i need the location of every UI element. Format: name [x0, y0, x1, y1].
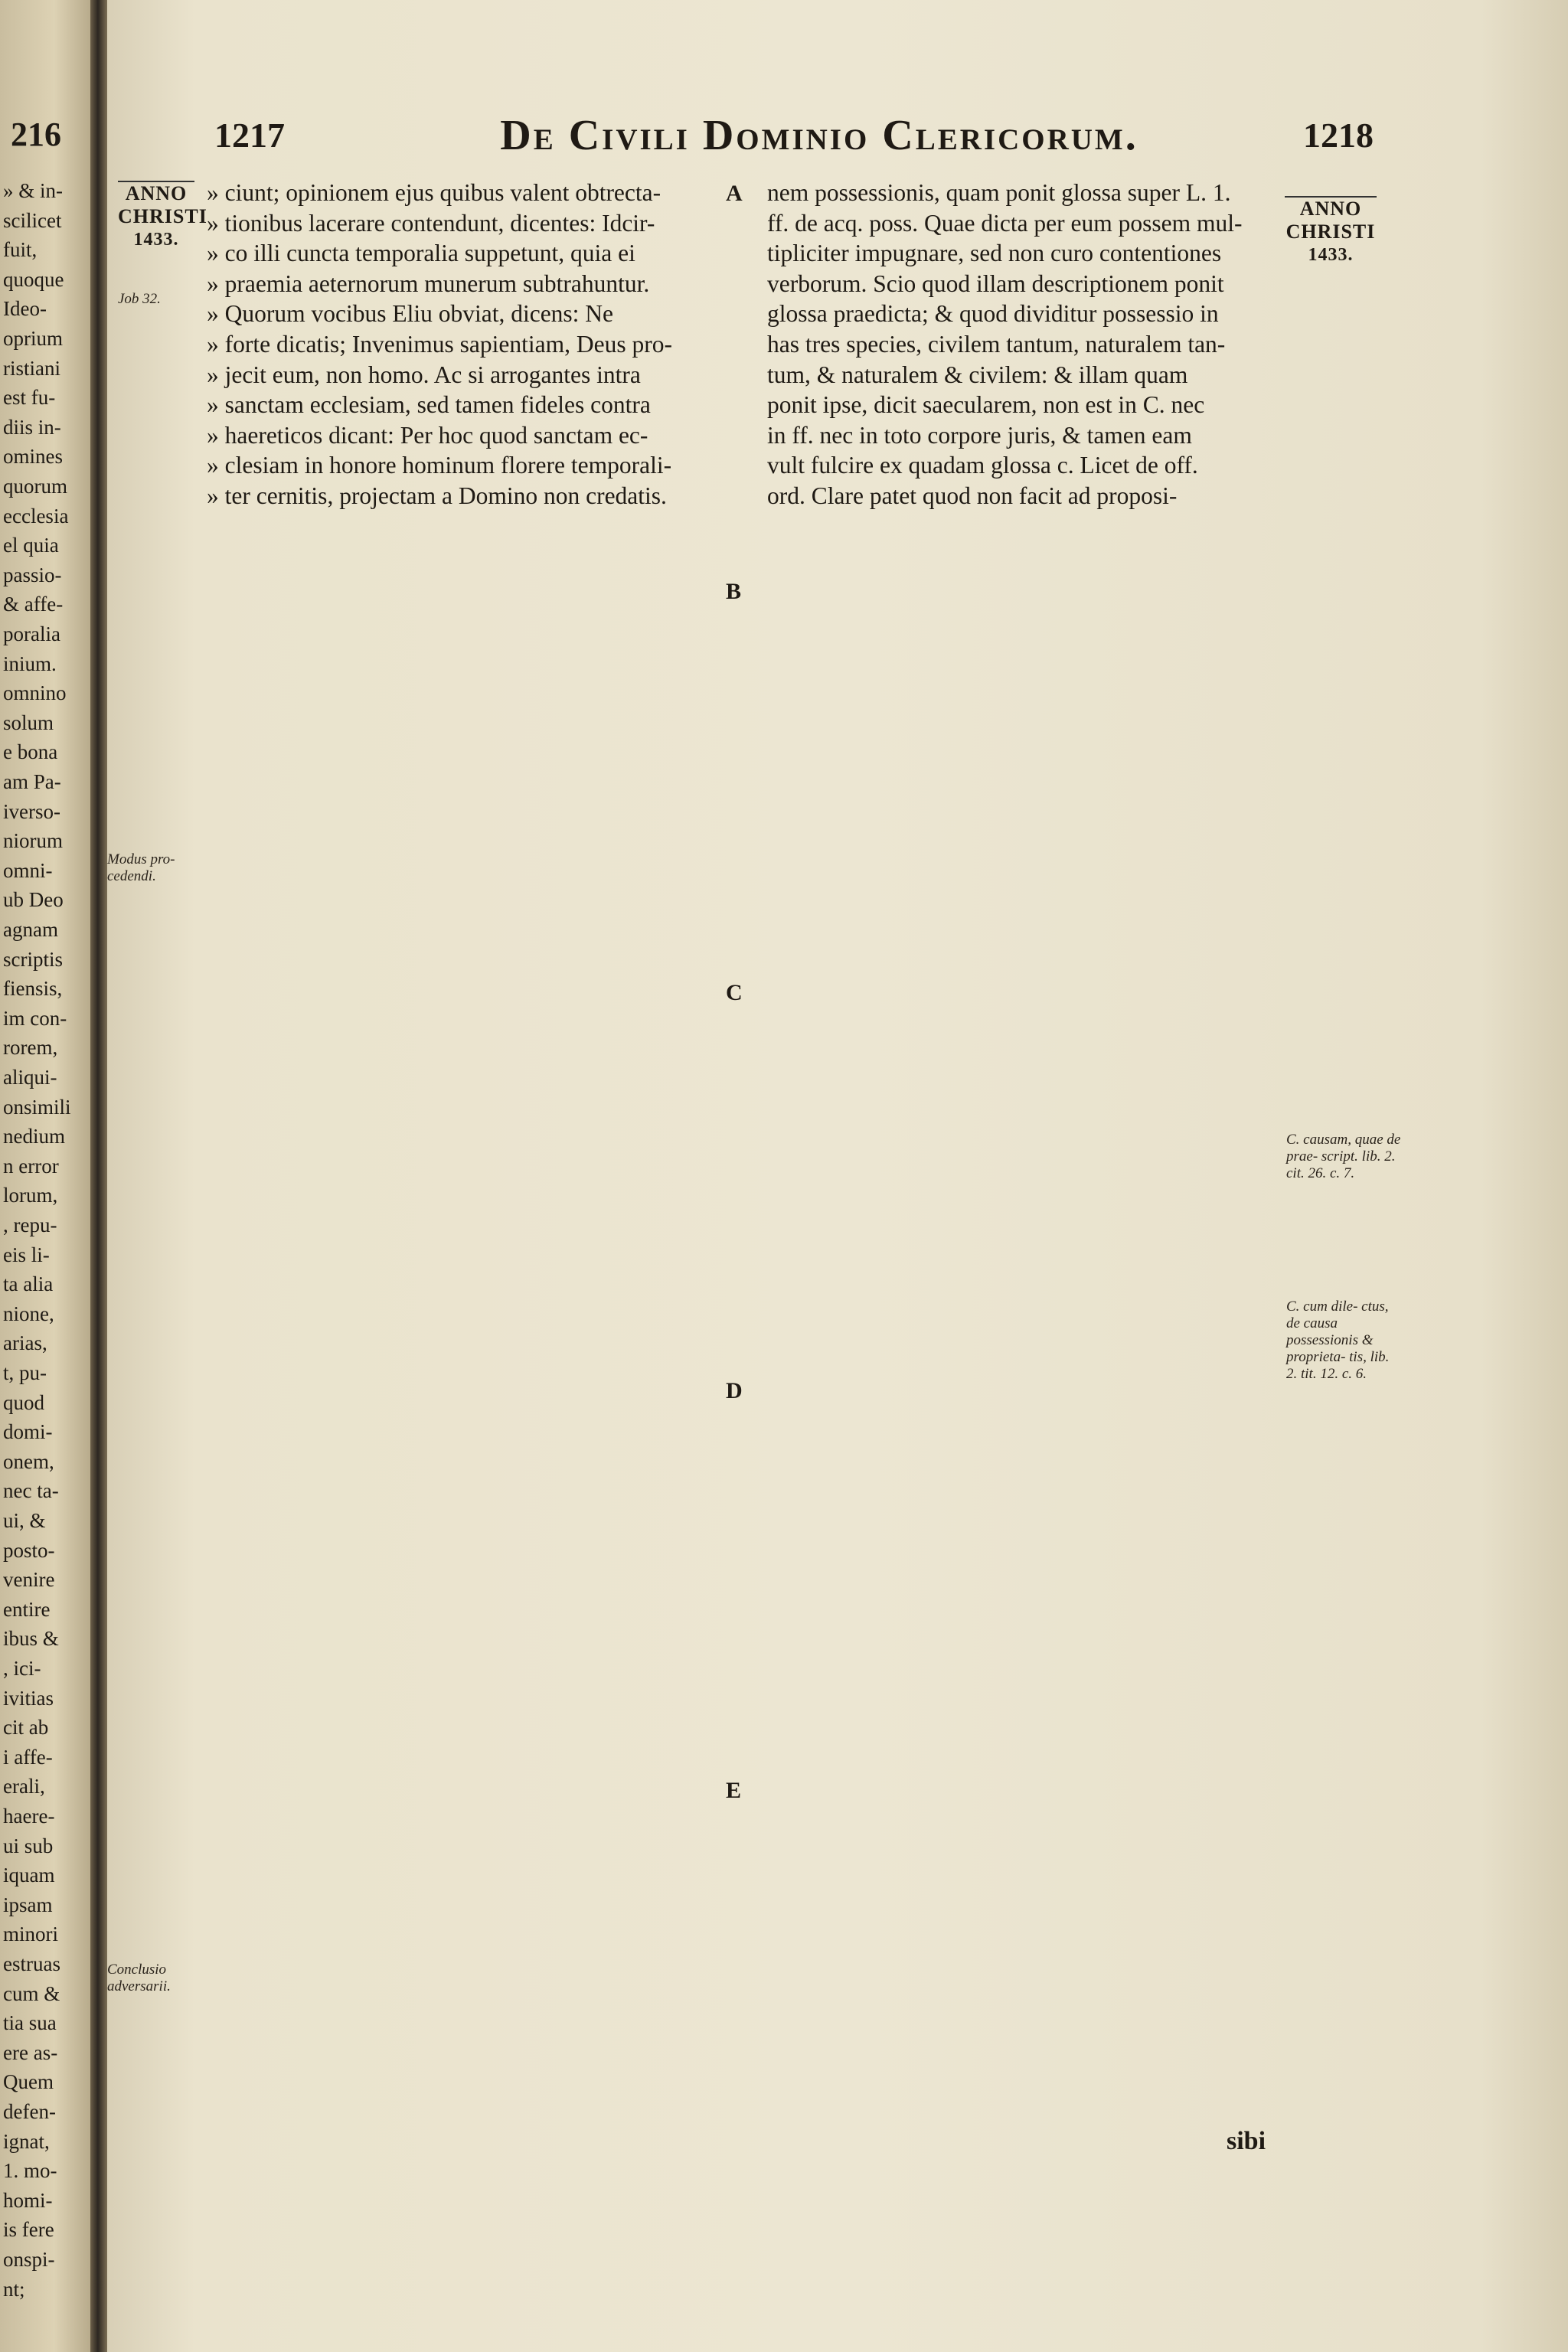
previous-page-fragment: ub Deo [3, 888, 64, 912]
previous-page-fragment: arias, [3, 1331, 47, 1355]
previous-page-fragment: onsimili [3, 1095, 71, 1119]
previous-page-fragment: iquam [3, 1864, 55, 1887]
previous-page-fragment: erali, [3, 1775, 45, 1798]
text-line: » co illi cuncta temporalia suppetunt, quia ei [207, 240, 635, 267]
section-letter-e: E [726, 1778, 742, 1803]
previous-page-fragment: nec ta- [3, 1479, 59, 1503]
text-line: glossa praedicta; & quod dividitur possessio in [767, 300, 1219, 328]
text-line: » ter cernitis, projectam a Domino non credatis. [207, 482, 667, 509]
previous-page-fragment: defen- [3, 2100, 56, 2123]
year-label: ANNO CHRISTI [1285, 198, 1376, 243]
previous-page-fragment: rorem, [3, 1036, 58, 1060]
previous-page-fragment: n error [3, 1154, 59, 1178]
previous-page-fragment: » & in- [3, 179, 63, 202]
previous-page-fragment: omines [3, 445, 63, 469]
previous-page-fragment: i affe- [3, 1745, 53, 1769]
previous-page-fragment: ipsam [3, 1893, 53, 1916]
text-line: » ciunt; opinionem ejus quibus valent obtrecta- [207, 179, 662, 206]
previous-page-fragment: e bona [3, 740, 58, 764]
previous-page-fragment: fuit, [3, 238, 38, 262]
text-column-right [767, 178, 1383, 511]
previous-page-fragment: niorum [3, 829, 63, 853]
text-line: nem possessionis, quam ponit glossa super L. 1. [767, 179, 1231, 206]
section-letter-a: A [726, 181, 743, 206]
previous-page-fragment: ristiani [3, 356, 60, 380]
book-gutter [90, 0, 107, 2352]
previous-page-fragment: haere- [3, 1805, 55, 1828]
year-value: 1433. [133, 230, 179, 250]
previous-page-fragment: agnam [3, 918, 58, 941]
text-line: tipliciter impugnare, sed non curo contentiones [767, 240, 1222, 267]
text-line: vult fulcire ex quadam glossa c. Licet de off. [767, 452, 1198, 479]
previous-page-fragment: 1. mo- [3, 2159, 57, 2183]
previous-page-fragment: passio- [3, 563, 62, 586]
year-value: 1433. [1308, 245, 1354, 265]
previous-page-fragment: onem, [3, 1449, 54, 1473]
previous-page-fragment: quorum [3, 475, 67, 498]
previous-page-number: 216 [11, 116, 61, 153]
previous-page-fragment: ibus & [3, 1627, 59, 1651]
previous-page-fragment: aliqui- [3, 1066, 57, 1089]
previous-page-fragment: nione, [3, 1302, 54, 1325]
margin-note-job: Job 32. [118, 291, 161, 307]
previous-page-fragment: nedium [3, 1125, 65, 1148]
text-line: » forte dicatis; Invenimus sapientiam, Deus pro- [207, 330, 672, 358]
previous-page-fragment: fiensis, [3, 977, 63, 1001]
previous-page-fragment: omnino [3, 681, 67, 705]
text-line: ord. Clare patet quod non facit ad proposi- [767, 482, 1178, 509]
previous-page-fragment: & affe- [3, 593, 64, 616]
previous-page-fragment: nt; [3, 2277, 25, 2301]
page-number-left: 1217 [214, 116, 285, 155]
previous-page-fragment: cit ab [3, 1716, 49, 1740]
previous-page-fragment: estruas [3, 1952, 60, 1975]
previous-page-fragment: eis li- [3, 1243, 50, 1266]
previous-page-fragment: quoque [3, 267, 64, 291]
year-marker-left [118, 181, 207, 251]
previous-page-fragment: ta alia [3, 1272, 54, 1296]
previous-page-fragment: Ideo- [3, 297, 47, 321]
text-line: » sanctam ecclesiam, sed tamen fideles contra [207, 391, 651, 419]
text-line: has tres species, civilem tantum, naturalem tan- [767, 330, 1226, 358]
previous-page-fragment: im con- [3, 1006, 67, 1030]
previous-page-fragment: ui sub [3, 1834, 54, 1857]
section-letter-c: C [726, 980, 743, 1005]
book-page [107, 0, 1568, 2352]
text-line: in ff. nec in toto corpore juris, & tamen eam [767, 421, 1192, 449]
previous-page-fragment: , repu- [3, 1214, 57, 1236]
section-letter-b: B [726, 579, 742, 604]
previous-page-fragment: homi- [3, 2188, 53, 2212]
previous-page-fragment: lorum, [3, 1184, 58, 1207]
text-line: » clesiam in honore hominum florere temporali- [207, 452, 672, 479]
previous-page-fragment: t, pu- [3, 1361, 47, 1384]
year-label: ANNO CHRISTI [118, 182, 207, 227]
previous-page-fragment: minori [3, 1922, 58, 1946]
previous-page-fragment: ere as- [3, 2040, 58, 2064]
text-line: ff. de acq. poss. Quae dicta per eum possem mul- [767, 209, 1243, 237]
text-line: ponit ipse, dicit saecularem, non est in C. nec [767, 391, 1205, 419]
text-line: » jecit eum, non homo. Ac si arrogantes intra [207, 361, 641, 388]
running-title: De Civili Dominio Clericorum. [500, 112, 1138, 159]
previous-page-fragment: entire [3, 1597, 51, 1621]
previous-page-fragment: quod [3, 1390, 44, 1414]
previous-page-fragment: diis in- [3, 415, 61, 439]
section-letter-d: D [726, 1378, 743, 1403]
previous-page-fragment: posto- [3, 1538, 55, 1562]
margin-note-c-causam: C. causam, quae de prae- script. lib. 2. cit. 26. c. 7. [1286, 1132, 1401, 1181]
text-line: » haereticos dicant: Per hoc quod sanctam ec- [207, 421, 648, 449]
previous-page-fragment: ivitias [3, 1686, 54, 1710]
margin-note-modus: Modus pro- cedendi. [107, 851, 175, 884]
previous-page-fragment: scriptis [3, 947, 63, 971]
previous-page-fragment: inium. [3, 652, 57, 675]
previous-page-fragment: am Pa- [3, 770, 61, 793]
previous-page-fragment: poralia [3, 622, 60, 645]
previous-page-fragment: omni- [3, 858, 53, 882]
previous-page-fragment: Quem [3, 2070, 54, 2094]
margin-note-conclusio: Conclusio adversarii. [107, 1962, 171, 1994]
previous-page-fragment: onspi- [3, 2248, 55, 2271]
previous-page-edge [0, 0, 90, 2352]
margin-note-c-cum-dilectus: C. cum dile- ctus, de causa possessionis & proprieta- tis, lib. 2. tit. 12. c. 6. [1286, 1298, 1390, 1382]
text-column-left [207, 178, 819, 511]
previous-page-fragment: is fere [3, 2218, 54, 2242]
previous-page-fragment: cum & [3, 1981, 60, 2005]
catchword: sibi [1227, 2127, 1266, 2155]
previous-page-fragment: ui, & [3, 1509, 46, 1532]
previous-page-fragment: ecclesia [3, 504, 69, 528]
text-line: » praemia aeternorum munerum subtrahuntur. [207, 270, 650, 297]
previous-page-fragment: scilicet [3, 208, 62, 232]
text-line: » Quorum vocibus Eliu obviat, dicens: Ne [207, 300, 614, 328]
previous-page-fragment: tia sua [3, 2011, 57, 2035]
text-line: verborum. Scio quod illam descriptionem ponit [767, 270, 1224, 297]
previous-page-fragment: ignat, [3, 2129, 50, 2153]
previous-page-fragment: iverso- [3, 799, 60, 823]
page-number-right: 1218 [1303, 116, 1374, 155]
previous-page-fragment: oprium [3, 327, 63, 350]
previous-page-fragment: , ici- [3, 1657, 41, 1680]
previous-page-fragment: el quia [3, 534, 59, 557]
previous-page-fragment: est fu- [3, 386, 56, 410]
previous-page-fragment: solum [3, 710, 54, 734]
text-line: » tionibus lacerare contendunt, dicentes: Idcir- [207, 209, 655, 237]
text-line: tum, & naturalem & civilem: & illam quam [767, 361, 1188, 388]
previous-page-fragment: domi- [3, 1420, 53, 1444]
previous-page-fragment: venire [3, 1568, 55, 1592]
